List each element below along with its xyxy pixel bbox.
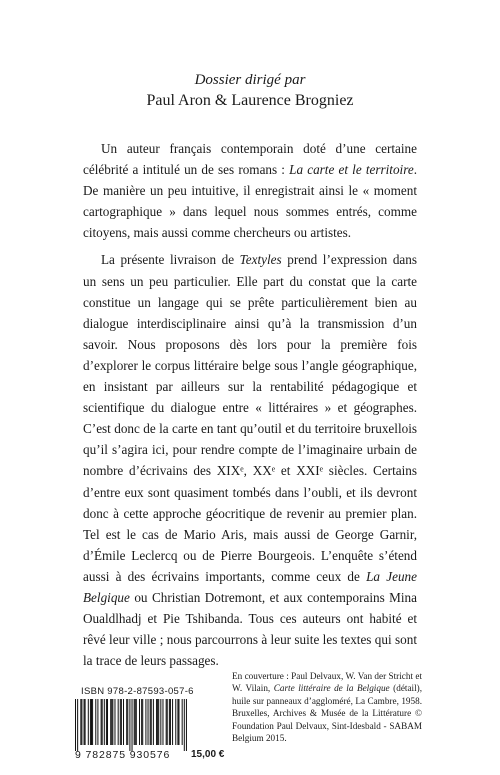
credits-text-a: En couverture : Paul Delvaux, W. Van der Stricht et W. Vilain, <box>232 671 422 694</box>
p1-text-b: . De manière un peu intuitive, il enregistrait ainsi le « moment cartographique » dans lequel nous sommes entrés, comme citoyens, mais aussi comme chercheurs ou artistes. <box>83 162 418 241</box>
p2-text-d: ou Christian Dotremont, et aux contemporains Mina Oualdlhadj et Pie Tshibanda. Tous ces auteurs ont habité et rêvé leur ville ; nous parcourrons à leur suite les textes qui sont la trace de leurs passages. <box>83 589 417 669</box>
isbn-block <box>75 686 235 751</box>
jeune-belgique-title: La Jeune Belgique <box>83 568 417 605</box>
journal-title: Textyles <box>239 252 282 268</box>
directed-by-label: Dossier dirigé par <box>194 72 306 88</box>
price: 15,00 € <box>191 749 225 760</box>
p2-text-a: La présente livraison de <box>101 252 240 268</box>
p2-text-b: prend l’expression dans un sens un peu particulier. Elle part du constat que la carte constitue un langage qui se prête particulièrement bien au dialogue interdisciplinaire ainsi qu’à la transmission d’un savoir. Nous proposons dès lors pour la première fois d’explorer le corpus littéraire belge sous l’angle géographique, en insistant par ailleurs sur la rentabilité pédagogique et scientifique du dialogue entre « littéraires » et géographes. C’est donc de la carte en tant qu’outil et du territoire bruxellois qu’il s’agira ici, pour rendre compte de l’imaginaire urbain de nombre d’écrivains des <box>83 252 417 479</box>
p1-text-a: Un auteur français contemporain doté d’une certaine célébrité a intitulé un de ses romans : <box>83 141 417 178</box>
century-20: XXᵉ <box>252 463 276 479</box>
blurb-paragraph-1 <box>83 138 417 243</box>
century-19: XIXᵉ <box>216 463 244 479</box>
artwork-title: Carte littéraire de la Belgique <box>273 683 390 694</box>
p2-separator-2: et <box>275 463 297 479</box>
p2-separator-1: , <box>243 463 253 479</box>
isbn-label: ISBN 978-2-87593-057-6 <box>81 686 194 697</box>
blurb-text <box>83 138 417 677</box>
cover-header <box>0 70 500 112</box>
barcode <box>75 699 187 751</box>
editors-names: Paul Aron & Laurence Brogniez <box>146 92 354 109</box>
barcode-digits: 9 782875 930576 <box>75 749 171 761</box>
credits-text-b: (détail), huile sur panneaux d’aggloméré, La Cambre, 1958. Bruxelles, Archives & Musée de la Littérature © Foundation Paul Delvaux, Sint-Idesbald - SABAM Belgium 2015. <box>232 683 422 744</box>
p2-text-c: siècles. Certains d’entre eux sont quasiment tombés dans l’oubli, et ils devront donc à cette approche géocritique de revenir au premier plan. Tel est le cas de Mario Aris, mais aussi de George Garnir, d’Émile Leclercq ou de Pierre Bourgeois. L’enquête s’étend aussi à des écrivains importants, comme ceux de <box>83 463 417 584</box>
blurb-paragraph-2 <box>83 249 417 671</box>
cover-credits <box>232 670 422 744</box>
century-21: XXIᵉ <box>296 463 324 479</box>
novel-title: La carte et le territoire <box>289 162 414 178</box>
